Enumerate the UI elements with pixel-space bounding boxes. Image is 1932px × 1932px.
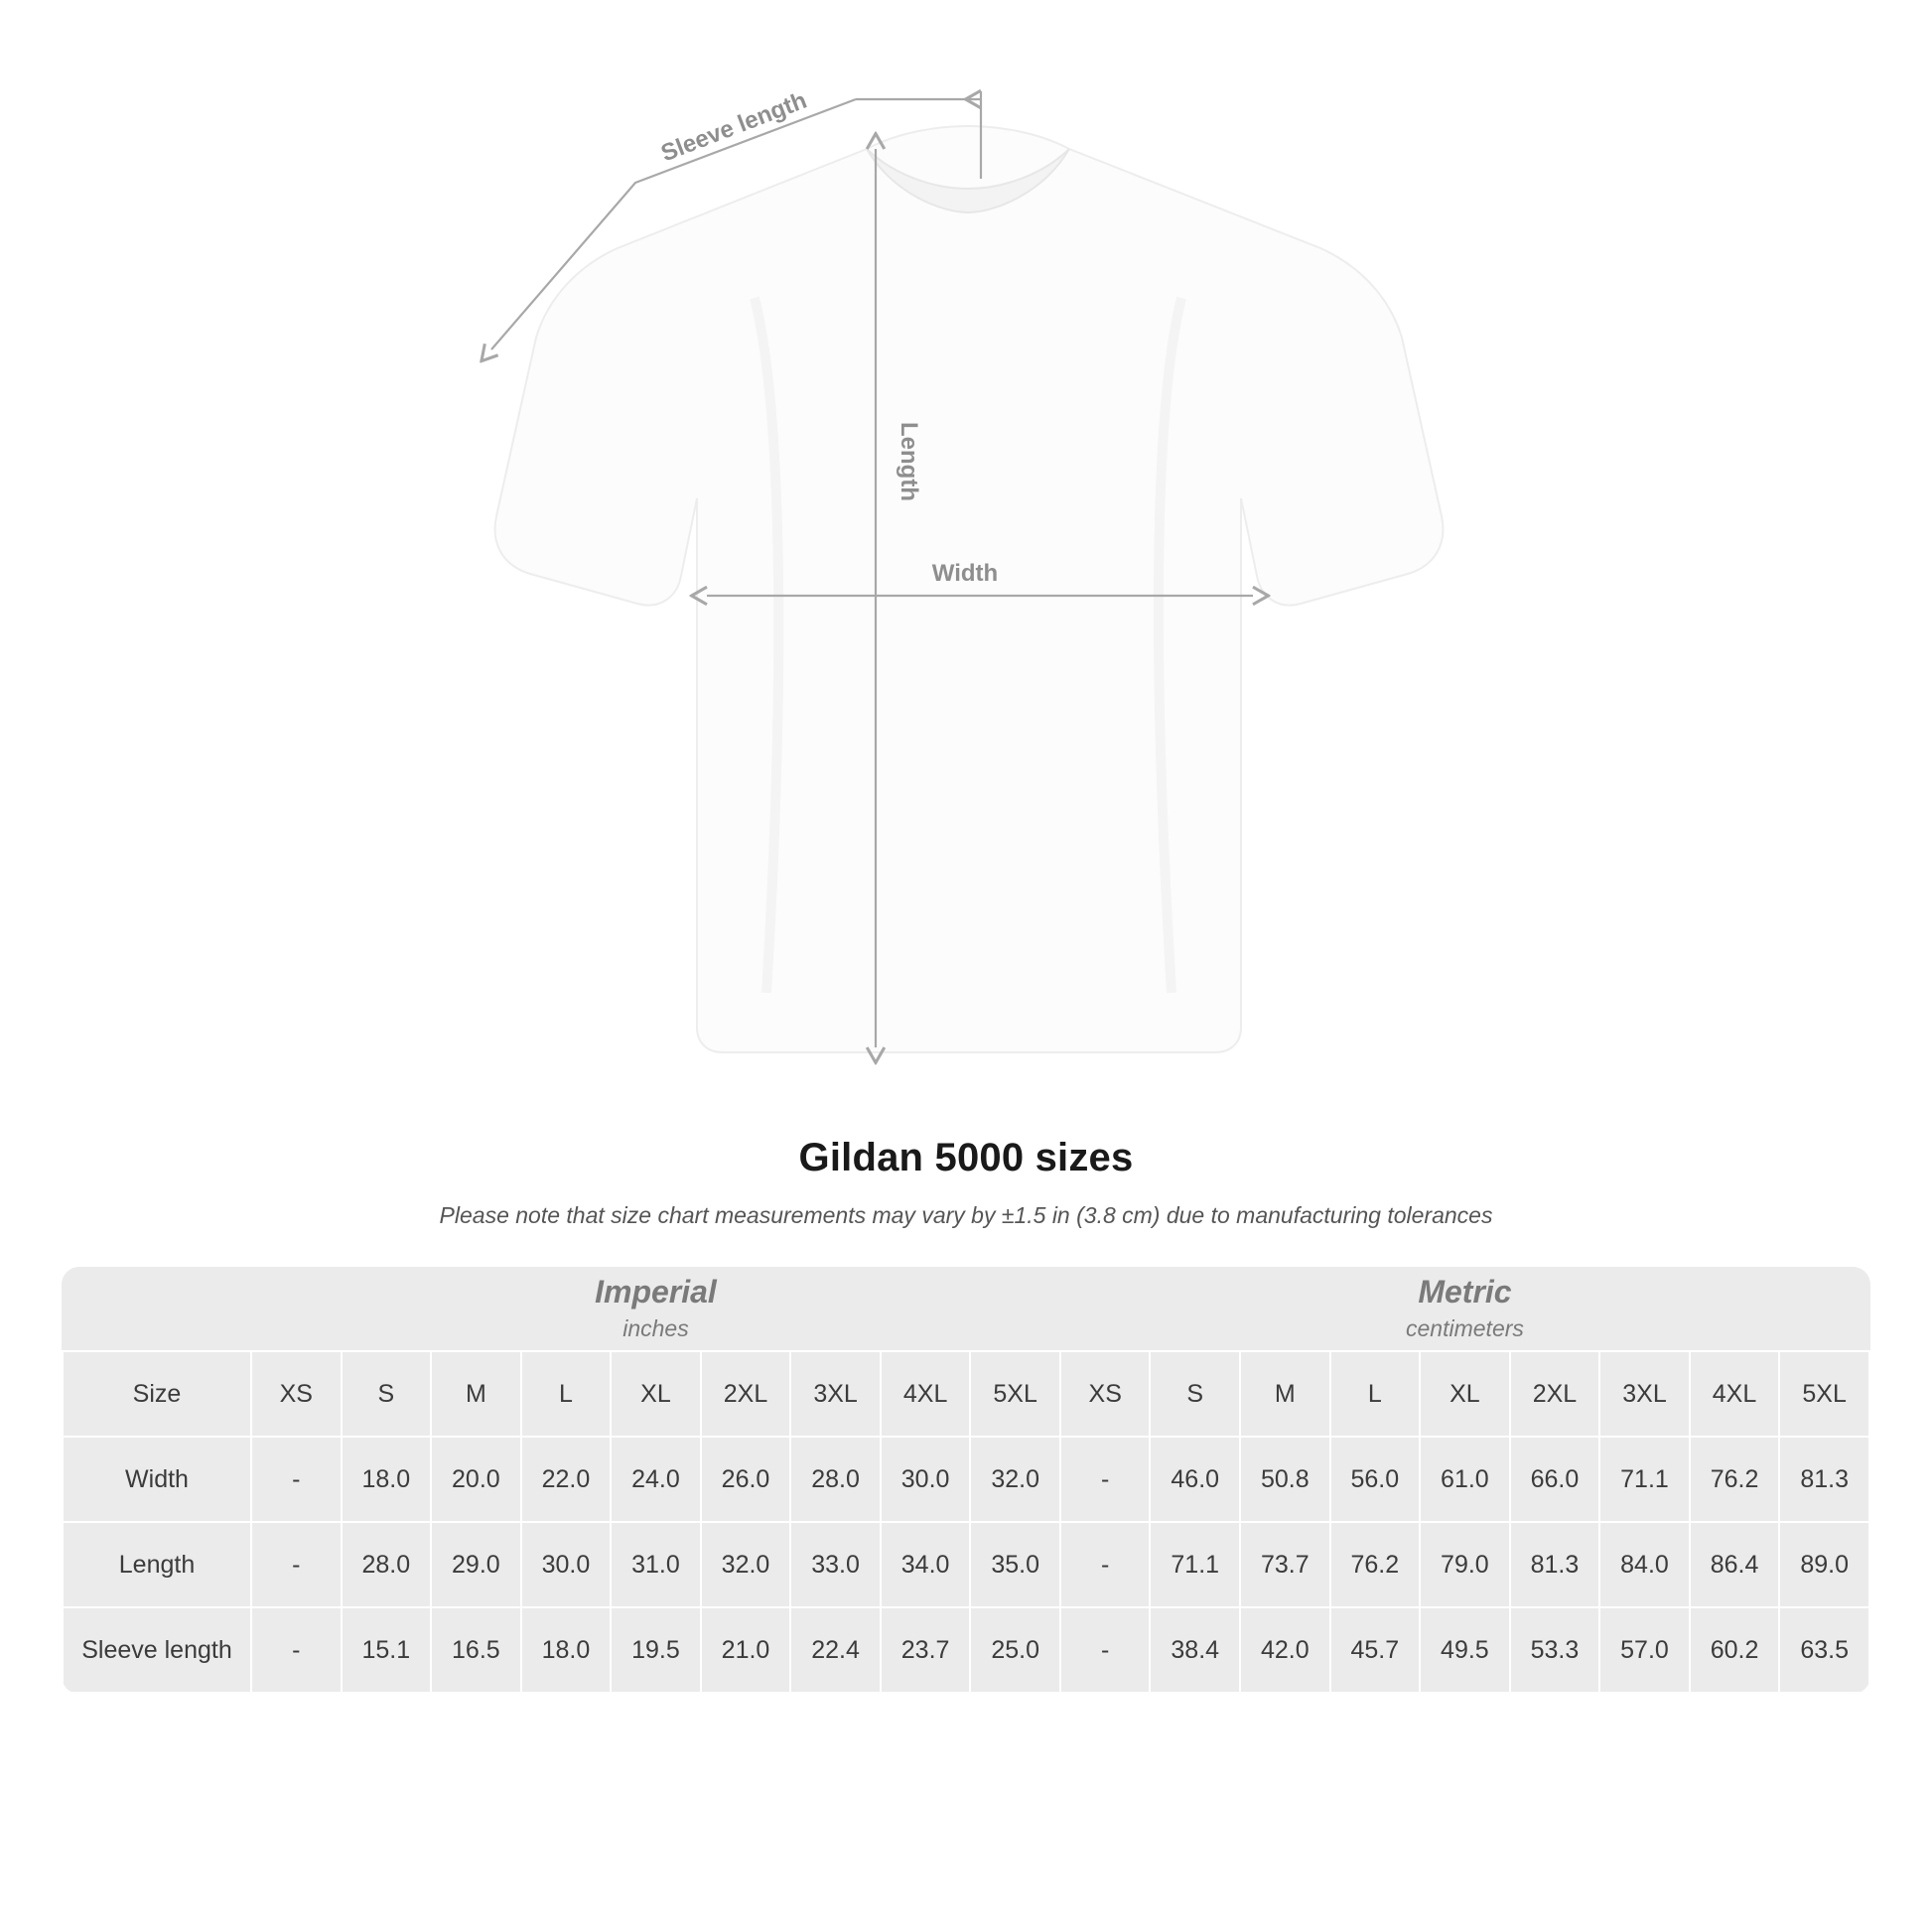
size-col-imperial-3xl: 3XL	[790, 1351, 881, 1437]
measurement-note: Please note that size chart measurements may vary by ±1.5 in (3.8 cm) due to manufacturing tolerances	[439, 1202, 1493, 1228]
size-header-cell: Size	[63, 1351, 251, 1437]
cell-sleeve-imperial-xs: -	[251, 1607, 342, 1693]
cell-sleeve-metric-l: 45.7	[1330, 1607, 1421, 1693]
cell-length-metric-l: 76.2	[1330, 1522, 1421, 1607]
cell-length-metric-m: 73.7	[1240, 1522, 1330, 1607]
metric-unit-sub: centimeters	[1406, 1314, 1524, 1341]
cell-sleeve-imperial-5xl: 25.0	[970, 1607, 1060, 1693]
cell-length-imperial-2xl: 32.0	[701, 1522, 791, 1607]
size-col-imperial-xl: XL	[611, 1351, 701, 1437]
cell-sleeve-imperial-2xl: 21.0	[701, 1607, 791, 1693]
metric-unit-name: Metric	[1418, 1273, 1512, 1310]
size-col-imperial-4xl: 4XL	[881, 1351, 971, 1437]
page-title: Gildan 5000 sizes	[798, 1136, 1134, 1179]
size-table-container	[62, 1267, 1870, 1694]
length-label: Length	[896, 422, 922, 501]
cell-sleeve-metric-2xl: 53.3	[1510, 1607, 1600, 1693]
metric-unit-header	[1060, 1267, 1869, 1351]
cell-width-metric-xs: -	[1060, 1437, 1151, 1522]
cell-sleeve-imperial-4xl: 23.7	[881, 1607, 971, 1693]
size-col-imperial-xs: XS	[251, 1351, 342, 1437]
width-label: Width	[931, 560, 999, 587]
size-table	[62, 1267, 1870, 1694]
imperial-unit-header	[251, 1267, 1060, 1351]
tshirt-shape	[495, 126, 1444, 1052]
cell-width-metric-l: 56.0	[1330, 1437, 1421, 1522]
size-col-metric-m: M	[1240, 1351, 1330, 1437]
table-corner-blank	[63, 1267, 251, 1351]
cell-length-imperial-5xl: 35.0	[970, 1522, 1060, 1607]
cell-width-imperial-xs: -	[251, 1437, 342, 1522]
size-header-row	[63, 1351, 1869, 1437]
cell-length-imperial-l: 30.0	[521, 1522, 612, 1607]
row-label-sleeve-length: Sleeve length	[63, 1607, 251, 1693]
cell-width-metric-m: 50.8	[1240, 1437, 1330, 1522]
cell-sleeve-metric-s: 38.4	[1150, 1607, 1240, 1693]
row-label-length: Length	[63, 1522, 251, 1607]
cell-sleeve-metric-xl: 49.5	[1420, 1607, 1510, 1693]
cell-length-metric-5xl: 89.0	[1779, 1522, 1869, 1607]
size-col-metric-xl: XL	[1420, 1351, 1510, 1437]
cell-sleeve-imperial-l: 18.0	[521, 1607, 612, 1693]
table-row	[63, 1437, 1869, 1522]
cell-sleeve-imperial-xl: 19.5	[611, 1607, 701, 1693]
cell-width-imperial-5xl: 32.0	[970, 1437, 1060, 1522]
cell-sleeve-imperial-3xl: 22.4	[790, 1607, 881, 1693]
imperial-unit-sub: inches	[622, 1314, 689, 1341]
cell-sleeve-metric-3xl: 57.0	[1599, 1607, 1690, 1693]
cell-length-imperial-3xl: 33.0	[790, 1522, 881, 1607]
cell-sleeve-metric-xs: -	[1060, 1607, 1151, 1693]
size-col-metric-3xl: 3XL	[1599, 1351, 1690, 1437]
cell-width-imperial-s: 18.0	[342, 1437, 432, 1522]
cell-sleeve-imperial-s: 15.1	[342, 1607, 432, 1693]
cell-length-imperial-s: 28.0	[342, 1522, 432, 1607]
cell-width-metric-5xl: 81.3	[1779, 1437, 1869, 1522]
table-row	[63, 1522, 1869, 1607]
cell-length-imperial-xl: 31.0	[611, 1522, 701, 1607]
size-col-metric-s: S	[1150, 1351, 1240, 1437]
size-col-metric-2xl: 2XL	[1510, 1351, 1600, 1437]
size-col-imperial-5xl: 5XL	[970, 1351, 1060, 1437]
cell-sleeve-imperial-m: 16.5	[431, 1607, 521, 1693]
size-col-metric-5xl: 5XL	[1779, 1351, 1869, 1437]
cell-width-metric-4xl: 76.2	[1690, 1437, 1780, 1522]
cell-length-metric-s: 71.1	[1150, 1522, 1240, 1607]
cell-width-imperial-xl: 24.0	[611, 1437, 701, 1522]
size-col-metric-xs: XS	[1060, 1351, 1151, 1437]
cell-length-metric-xs: -	[1060, 1522, 1151, 1607]
size-col-metric-l: L	[1330, 1351, 1421, 1437]
size-col-imperial-l: L	[521, 1351, 612, 1437]
cell-length-imperial-4xl: 34.0	[881, 1522, 971, 1607]
size-col-imperial-2xl: 2XL	[701, 1351, 791, 1437]
cell-sleeve-metric-m: 42.0	[1240, 1607, 1330, 1693]
size-col-imperial-m: M	[431, 1351, 521, 1437]
cell-width-metric-2xl: 66.0	[1510, 1437, 1600, 1522]
size-col-imperial-s: S	[342, 1351, 432, 1437]
size-col-metric-4xl: 4XL	[1690, 1351, 1780, 1437]
cell-length-metric-4xl: 86.4	[1690, 1522, 1780, 1607]
cell-width-imperial-2xl: 26.0	[701, 1437, 791, 1522]
cell-width-imperial-m: 20.0	[431, 1437, 521, 1522]
cell-length-imperial-xs: -	[251, 1522, 342, 1607]
cell-length-metric-xl: 79.0	[1420, 1522, 1510, 1607]
cell-width-metric-xl: 61.0	[1420, 1437, 1510, 1522]
cell-width-metric-3xl: 71.1	[1599, 1437, 1690, 1522]
cell-length-metric-2xl: 81.3	[1510, 1522, 1600, 1607]
cell-sleeve-metric-5xl: 63.5	[1779, 1607, 1869, 1693]
cell-length-metric-3xl: 84.0	[1599, 1522, 1690, 1607]
sleeve-length-label: Sleeve length	[657, 86, 811, 168]
cell-width-imperial-4xl: 30.0	[881, 1437, 971, 1522]
cell-width-imperial-3xl: 28.0	[790, 1437, 881, 1522]
cell-width-imperial-l: 22.0	[521, 1437, 612, 1522]
cell-length-imperial-m: 29.0	[431, 1522, 521, 1607]
row-label-width: Width	[63, 1437, 251, 1522]
cell-sleeve-metric-4xl: 60.2	[1690, 1607, 1780, 1693]
cell-width-metric-s: 46.0	[1150, 1437, 1240, 1522]
table-row	[63, 1607, 1869, 1693]
imperial-unit-name: Imperial	[595, 1273, 717, 1310]
unit-header-row	[63, 1267, 1869, 1351]
